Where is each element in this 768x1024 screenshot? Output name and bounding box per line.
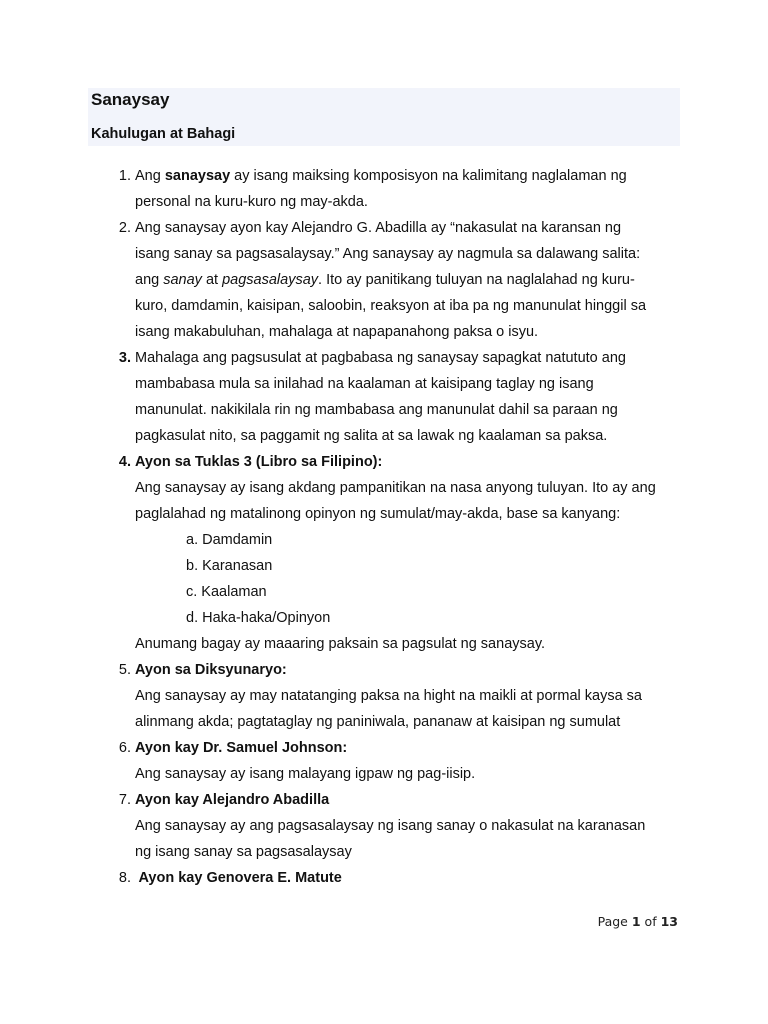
text-line: manunulat. nakikilala rin ng mambabasa ang manunulat dahil sa paraan ng bbox=[135, 402, 618, 418]
page-title: Sanaysay bbox=[91, 90, 170, 109]
item-heading: Ayon sa Diksyunaryo: bbox=[135, 662, 287, 678]
sub-list-item: b. Karanasan bbox=[186, 558, 273, 574]
list-item-number: 7. bbox=[118, 792, 131, 808]
list-item bbox=[0, 657, 768, 735]
list-item-number: 6. bbox=[118, 740, 131, 756]
italic-text: sanay bbox=[163, 272, 202, 288]
list-item bbox=[0, 787, 768, 865]
list-item-number: 5. bbox=[118, 662, 131, 678]
page-total: 13 bbox=[660, 914, 678, 929]
page-label: Page bbox=[597, 914, 628, 929]
text-line: Ang sanaysay ay ang pagsasalaysay ng isang sanay o nakasulat na karanasan bbox=[135, 818, 646, 834]
text-line: Ang sanaysay ayon kay Alejandro G. Abadilla ay “nakasulat na karansan ng bbox=[135, 220, 622, 236]
text-line: paglalahad ng matalinong opinyon ng sumulat/may-akda, base sa kanyang: bbox=[135, 506, 621, 522]
section-subtitle: Kahulugan at Bahagi bbox=[91, 126, 236, 142]
list-item-number: 4. bbox=[118, 454, 131, 470]
item-heading: Ayon sa Tuklas 3 (Libro sa Filipino): bbox=[135, 454, 383, 470]
item-heading: Ayon kay Dr. Samuel Johnson: bbox=[135, 740, 348, 756]
text-line: kuro, damdamin, kaisipan, saloobin, reaksyon at iba pa ng manunulat hinggil sa bbox=[135, 298, 647, 314]
emphasis-text: sanaysay bbox=[164, 168, 231, 184]
list-item-number: 1. bbox=[118, 168, 131, 184]
list-item bbox=[0, 215, 768, 345]
text-line: isang makabuluhan, mahalaga at napapanahong paksa o isyu. bbox=[135, 324, 539, 340]
text-line: alinmang akda; pagtataglay ng paniniwala, pananaw at kaisipan ng sumulat bbox=[135, 714, 621, 730]
text-line: Ang sanaysay ay isang malayang igpaw ng pag-iisip. bbox=[135, 766, 476, 782]
list-item-number: 8. bbox=[118, 870, 131, 886]
text-line: Mahalaga ang pagsusulat at pagbabasa ng sanaysay sapagkat natututo ang bbox=[135, 350, 626, 366]
sub-list-item: d. Haka-haka/Opinyon bbox=[186, 610, 331, 626]
of-label: of bbox=[644, 914, 657, 929]
item-heading: Ayon kay Genovera E. Matute bbox=[135, 870, 342, 886]
page-number: 1 bbox=[631, 914, 641, 929]
text-line: Anumang bagay ay maaaring paksain sa pagsulat ng sanaysay. bbox=[135, 636, 546, 652]
text-line: mambabasa mula sa inilahad na kaalaman at kaisipang taglay ng isang bbox=[135, 376, 594, 392]
text-line: ang sanay at pagsasalaysay. Ito ay panitikang tuluyan na naglalahad ng kuru- bbox=[135, 272, 635, 288]
document-body bbox=[0, 163, 768, 891]
list-item-number: 2. bbox=[118, 220, 131, 236]
list-item-number: 3. bbox=[118, 350, 131, 366]
sub-list-item: a. Damdamin bbox=[186, 532, 273, 548]
text-line: personal na kuru-kuro ng may-akda. bbox=[135, 194, 368, 210]
list-item bbox=[0, 345, 768, 449]
sub-list-item: c. Kaalaman bbox=[186, 584, 267, 600]
list-item bbox=[0, 163, 768, 215]
text-line: Ang sanaysay ay isang akdang pampanitikan na nasa anyong tuluyan. Ito ay ang bbox=[135, 480, 656, 496]
text-line: Ang sanaysay ay isang maiksing komposisyon na kalimitang naglalaman ng bbox=[135, 168, 627, 184]
page-footer bbox=[598, 914, 678, 929]
text-line: pagkasulat nito, sa paggamit ng salita at sa lawak ng kaalaman sa paksa. bbox=[135, 428, 608, 444]
item-heading: Ayon kay Alejandro Abadilla bbox=[135, 792, 330, 808]
text-line: isang sanay sa pagsasalaysay.” Ang sanaysay ay nagmula sa dalawang salita: bbox=[135, 246, 641, 262]
list-item bbox=[0, 735, 768, 787]
text-line: ng isang sanay sa pagsasalaysay bbox=[135, 844, 352, 860]
list-item bbox=[0, 449, 768, 657]
italic-text: pagsasalaysay bbox=[222, 272, 319, 288]
list-item bbox=[0, 865, 768, 891]
text-line: Ang sanaysay ay may natatanging paksa na hight na maikli at pormal kaysa sa bbox=[135, 688, 642, 704]
